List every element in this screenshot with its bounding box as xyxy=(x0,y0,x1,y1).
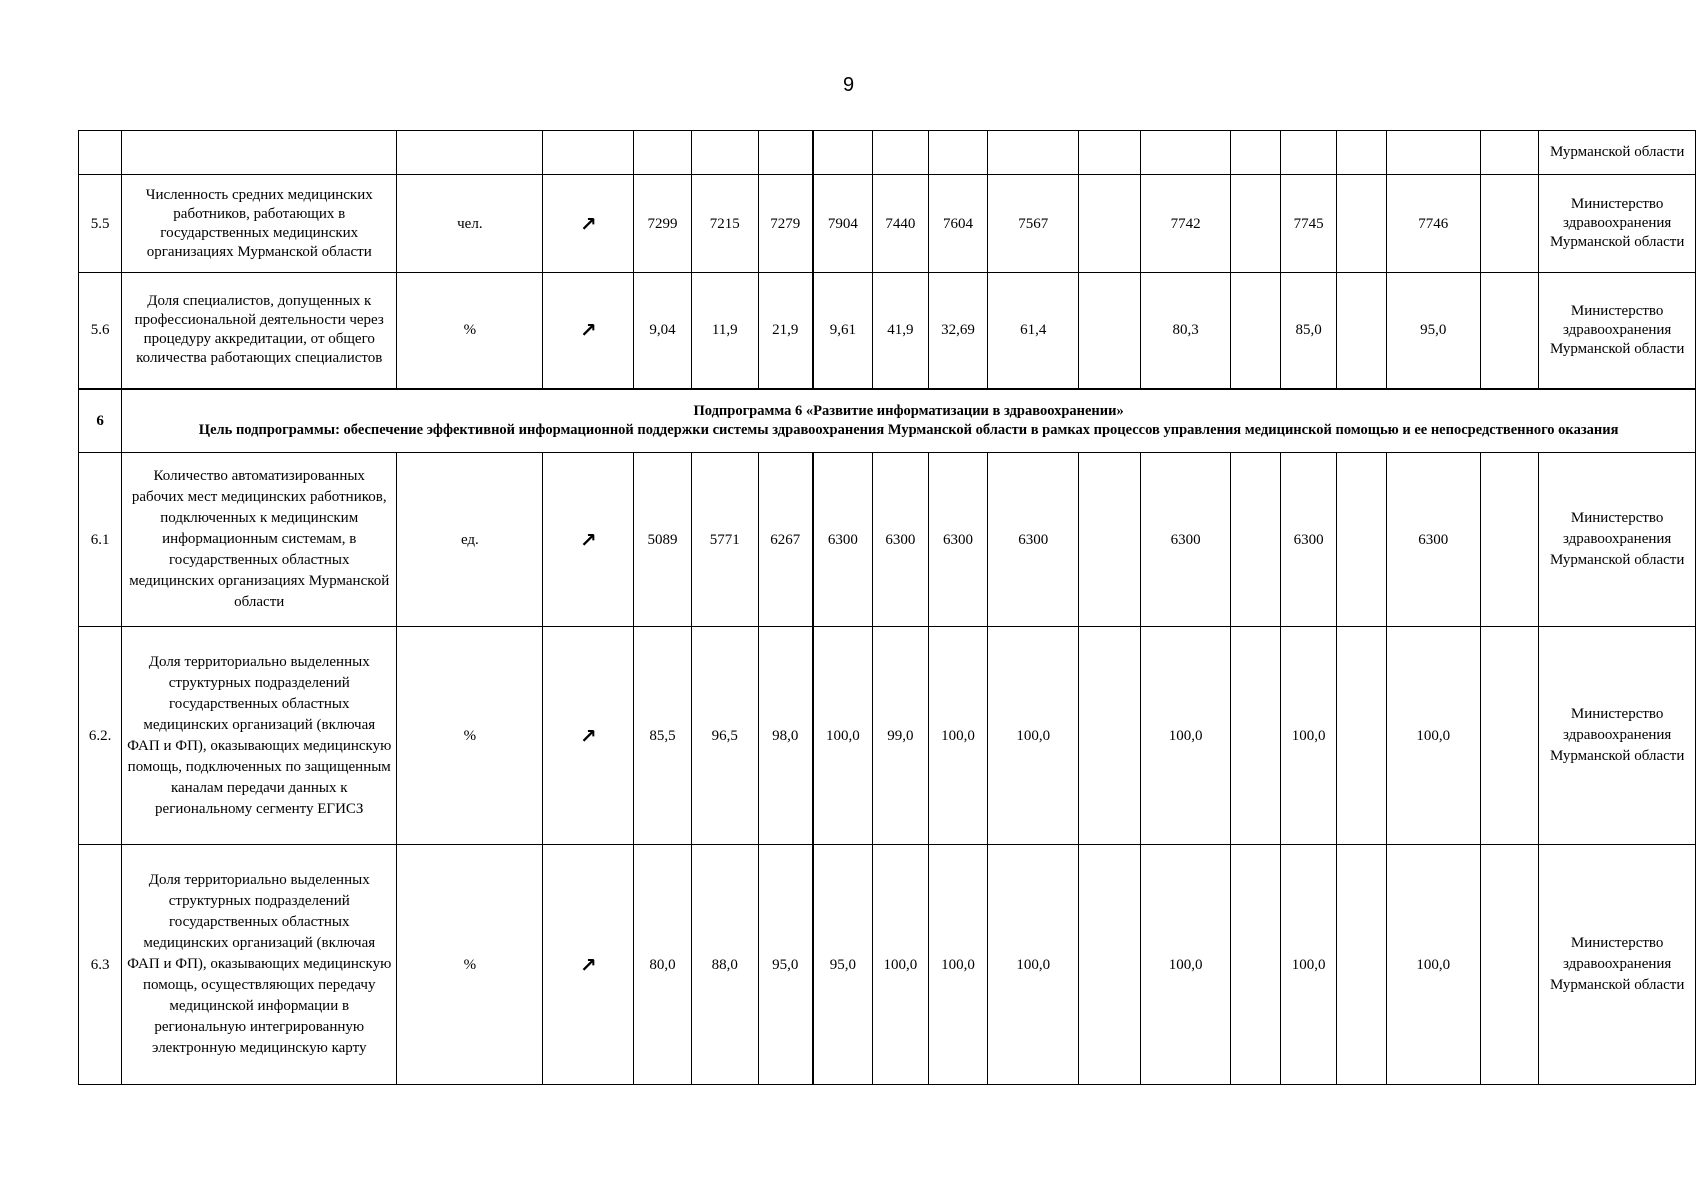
value-cell: 6300 xyxy=(813,453,873,627)
trend-up-icon: ↗ xyxy=(543,273,634,389)
cell xyxy=(122,131,397,175)
indicator-name: Доля территориально выделенных структурных подразделений государственных областных медицинских организаций (включая ФАП и ФП), оказывающих медицинскую помощь, осуществляющих передачу медицинской информации в региональную интегрированную электронную медицинскую карту xyxy=(122,845,397,1085)
value-cell: 7746 xyxy=(1386,175,1480,273)
cell xyxy=(1280,131,1337,175)
value-cell xyxy=(1079,453,1141,627)
value-cell: 100,0 xyxy=(813,627,873,845)
table-row xyxy=(79,627,1696,845)
page-number: 9 xyxy=(842,74,855,96)
responsible-cell: Министерство здравоохранения Мурманской области xyxy=(1539,627,1696,845)
value-cell xyxy=(1231,175,1280,273)
unit-cell: чел. xyxy=(397,175,543,273)
subprogram-number: 6 xyxy=(79,389,122,453)
value-cell xyxy=(1079,175,1141,273)
row-number: 5.5 xyxy=(79,175,122,273)
value-cell: 100,0 xyxy=(873,845,929,1085)
value-cell xyxy=(1337,627,1386,845)
value-cell: 5771 xyxy=(691,453,758,627)
value-cell: 61,4 xyxy=(988,273,1079,389)
unit-cell: % xyxy=(397,273,543,389)
indicator-name: Количество автоматизированных рабочих мест медицинских работников, подключенных к медицинским информационным системам, в государственных областных медицинских организациях Мурманской области xyxy=(122,453,397,627)
value-cell xyxy=(1231,453,1280,627)
value-cell: 7904 xyxy=(813,175,873,273)
value-cell: 32,69 xyxy=(928,273,988,389)
cell xyxy=(873,131,929,175)
value-cell: 7745 xyxy=(1280,175,1337,273)
cell xyxy=(928,131,988,175)
value-cell xyxy=(1337,273,1386,389)
value-cell xyxy=(1480,453,1539,627)
value-cell: 9,04 xyxy=(634,273,692,389)
value-cell xyxy=(1480,627,1539,845)
subprogram-row xyxy=(79,389,1696,453)
value-cell: 100,0 xyxy=(1140,627,1231,845)
value-cell: 6300 xyxy=(1280,453,1337,627)
value-cell: 6300 xyxy=(873,453,929,627)
indicator-name: Численность средних медицинских работников, работающих в государственных медицинских организациях Мурманской области xyxy=(122,175,397,273)
value-cell xyxy=(1079,627,1141,845)
value-cell: 21,9 xyxy=(758,273,813,389)
value-cell: 100,0 xyxy=(1386,627,1480,845)
row-number: 6.1 xyxy=(79,453,122,627)
cell xyxy=(634,131,692,175)
cell xyxy=(813,131,873,175)
row-number: 6.2. xyxy=(79,627,122,845)
indicator-name: Доля специалистов, допущенных к профессиональной деятельности через процедуру аккредитации, от общего количества работающих специалистов xyxy=(122,273,397,389)
cell xyxy=(543,131,634,175)
value-cell: 100,0 xyxy=(1280,627,1337,845)
table-row xyxy=(79,453,1696,627)
value-cell xyxy=(1337,845,1386,1085)
responsible-cell: Министерство здравоохранения Мурманской области xyxy=(1539,273,1696,389)
value-cell: 88,0 xyxy=(691,845,758,1085)
value-cell: 100,0 xyxy=(1280,845,1337,1085)
cell xyxy=(1140,131,1231,175)
value-cell: 9,61 xyxy=(813,273,873,389)
indicator-name: Доля территориально выделенных структурных подразделений государственных областных медицинских организаций (включая ФАП и ФП), оказывающих медицинскую помощь, подключенных по защищенным каналам передачи данных к региональному сегменту ЕГИСЗ xyxy=(122,627,397,845)
value-cell: 85,0 xyxy=(1280,273,1337,389)
trend-up-icon: ↗ xyxy=(543,627,634,845)
value-cell: 100,0 xyxy=(988,627,1079,845)
cell xyxy=(691,131,758,175)
cell xyxy=(988,131,1079,175)
value-cell: 6300 xyxy=(1386,453,1480,627)
value-cell: 7279 xyxy=(758,175,813,273)
value-cell: 85,5 xyxy=(634,627,692,845)
unit-cell: ед. xyxy=(397,453,543,627)
cell xyxy=(1231,131,1280,175)
value-cell: 7299 xyxy=(634,175,692,273)
value-cell: 100,0 xyxy=(988,845,1079,1085)
value-cell xyxy=(1337,175,1386,273)
value-cell: 80,0 xyxy=(634,845,692,1085)
row-number: 6.3 xyxy=(79,845,122,1085)
value-cell xyxy=(1337,453,1386,627)
value-cell: 95,0 xyxy=(758,845,813,1085)
subprogram-header xyxy=(122,389,1696,453)
cell xyxy=(1480,131,1539,175)
responsible-cell: Мурманской области xyxy=(1539,131,1696,175)
value-cell: 100,0 xyxy=(928,627,988,845)
value-cell xyxy=(1231,273,1280,389)
value-cell xyxy=(1079,273,1141,389)
value-cell xyxy=(1480,273,1539,389)
value-cell xyxy=(1480,175,1539,273)
responsible-cell: Министерство здравоохранения Мурманской области xyxy=(1539,453,1696,627)
responsible-cell: Министерство здравоохранения Мурманской области xyxy=(1539,845,1696,1085)
value-cell: 5089 xyxy=(634,453,692,627)
value-cell: 80,3 xyxy=(1140,273,1231,389)
value-cell xyxy=(1079,845,1141,1085)
value-cell: 7440 xyxy=(873,175,929,273)
value-cell xyxy=(1480,845,1539,1085)
value-cell: 6267 xyxy=(758,453,813,627)
value-cell: 95,0 xyxy=(813,845,873,1085)
table-row xyxy=(79,175,1696,273)
unit-cell: % xyxy=(397,627,543,845)
table-row xyxy=(79,131,1696,175)
value-cell xyxy=(1231,627,1280,845)
subprogram-title: Подпрограмма 6 «Развитие информатизации в здравоохранении» xyxy=(693,402,1124,419)
table-row xyxy=(79,273,1696,389)
responsible-cell: Министерство здравоохранения Мурманской области xyxy=(1539,175,1696,273)
cell xyxy=(1337,131,1386,175)
cell xyxy=(79,131,122,175)
value-cell: 11,9 xyxy=(691,273,758,389)
row-number: 5.6 xyxy=(79,273,122,389)
value-cell: 7604 xyxy=(928,175,988,273)
value-cell: 98,0 xyxy=(758,627,813,845)
value-cell: 6300 xyxy=(928,453,988,627)
value-cell xyxy=(1231,845,1280,1085)
trend-up-icon: ↗ xyxy=(543,453,634,627)
value-cell: 6300 xyxy=(1140,453,1231,627)
value-cell: 7742 xyxy=(1140,175,1231,273)
indicators-table xyxy=(78,130,1696,1085)
value-cell: 95,0 xyxy=(1386,273,1480,389)
value-cell: 100,0 xyxy=(1140,845,1231,1085)
trend-up-icon: ↗ xyxy=(543,175,634,273)
value-cell: 7567 xyxy=(988,175,1079,273)
value-cell: 96,5 xyxy=(691,627,758,845)
value-cell: 7215 xyxy=(691,175,758,273)
cell xyxy=(1386,131,1480,175)
unit-cell: % xyxy=(397,845,543,1085)
cell xyxy=(1079,131,1141,175)
trend-up-icon: ↗ xyxy=(543,845,634,1085)
value-cell: 100,0 xyxy=(1386,845,1480,1085)
value-cell: 6300 xyxy=(988,453,1079,627)
cell xyxy=(397,131,543,175)
cell xyxy=(758,131,813,175)
table-row xyxy=(79,845,1696,1085)
value-cell: 100,0 xyxy=(928,845,988,1085)
value-cell: 41,9 xyxy=(873,273,929,389)
value-cell: 99,0 xyxy=(873,627,929,845)
subprogram-goal: Цель подпрограммы: обеспечение эффективной информационной поддержки системы здравоохранения Мурманской области в рамках процессов управления медицинской помощью и ее непосредственного оказания xyxy=(198,421,1619,438)
